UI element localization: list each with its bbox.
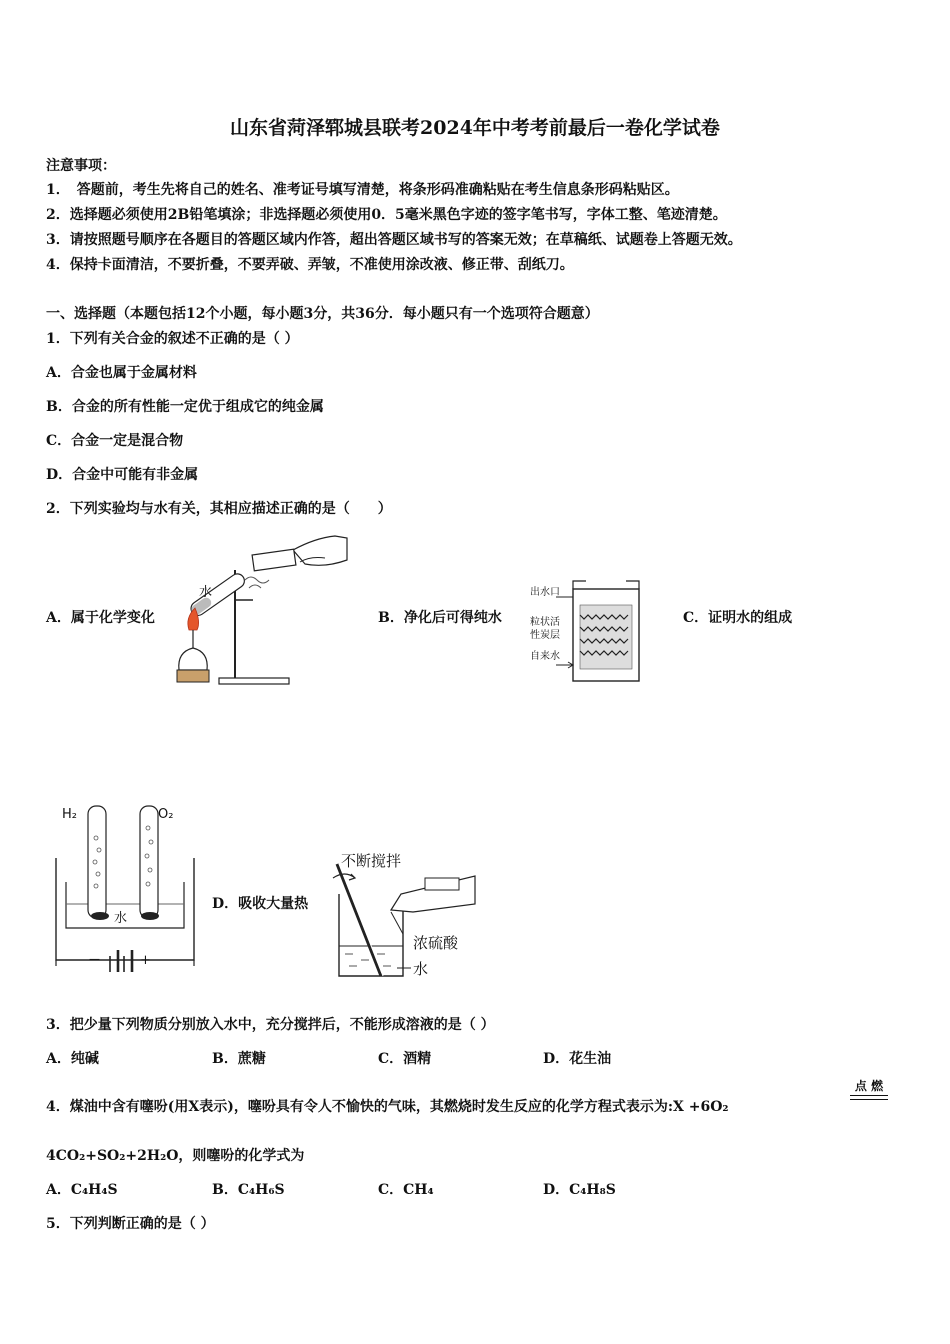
figure-electrolysis <box>48 798 203 973</box>
q3-option-d: D．花生油 <box>543 1051 612 1067</box>
figure-d-stir-label: 不断搅拌 <box>341 852 402 870</box>
q1-option-a: A．合金也属于金属材料 <box>46 365 197 381</box>
q1-option-b: B．合金的所有性能一定优于组成它的纯金属 <box>46 399 324 415</box>
figure-heating-water <box>175 530 350 690</box>
figure-b-outlet-label: 出水口 <box>530 587 560 598</box>
q4-stem-continued: 4CO₂+SO₂+2H₂O，则噻吩的化学式为 <box>46 1148 305 1164</box>
notice-item-4: 4．保持卡面清洁，不要折叠，不要弄破、弄皱，不准使用涂改液、修正带、刮纸刀。 <box>46 257 574 273</box>
q4-option-c: C．CH₄ <box>378 1182 434 1198</box>
q3-stem: 3．把少量下列物质分别放入水中，充分搅拌后，不能形成溶液的是（ ） <box>46 1017 495 1033</box>
q4-equals-bar-top <box>850 1095 888 1096</box>
q1-option-d: D．合金中可能有非金属 <box>46 467 199 483</box>
q1-stem: 1．下列有关合金的叙述不正确的是（ ） <box>46 331 299 347</box>
q4-reaction-condition: 点 燃 <box>854 1079 884 1093</box>
notice-heading: 注意事项： <box>46 158 116 174</box>
figure-b-carbon-label-2: 性炭层 <box>530 630 560 641</box>
q4-option-b: B．C₄H₆S <box>212 1182 285 1198</box>
figure-c-plus-label: + <box>140 953 151 968</box>
figure-b-inlet-label: 自来水 <box>530 651 560 662</box>
figure-c-o2-label: O₂ <box>158 807 174 822</box>
page-title: 山东省菏泽郓城县联考2024年中考考前最后一卷化学试卷 <box>230 117 720 139</box>
q2-option-a: A．属于化学变化 <box>46 610 155 626</box>
figure-b-carbon-label-1: 粒状活 <box>530 617 560 628</box>
notice-item-2: 2．选择题必须使用2B铅笔填涂；非选择题必须使用0．5毫米黑色字迹的签字笔书写，字体工整、笔迹清楚。 <box>46 207 727 223</box>
q2-option-b: B．净化后可得纯水 <box>378 610 502 626</box>
q4-option-a: A．C₄H₄S <box>46 1182 118 1198</box>
q3-option-a: A．纯碱 <box>46 1051 99 1067</box>
q1-option-c: C．合金一定是混合物 <box>46 433 184 449</box>
notice-item-1: 1． 答题前，考生先将自己的姓名、准考证号填写清楚，将条形码准确粘贴在考生信息条形码粘贴区。 <box>46 182 679 198</box>
section-heading: 一、选择题（本题包括12个小题，每小题3分，共36分．每小题只有一个选项符合题意） <box>46 306 599 322</box>
q3-option-b: B．蔗糖 <box>212 1051 266 1067</box>
figure-c-h2-label: H₂ <box>62 807 77 822</box>
figure-c-minus-label: － <box>88 953 102 968</box>
figure-d-water-label: 水 <box>413 960 429 978</box>
notice-item-3: 3．请按照题号顺序在各题目的答题区域内作答，超出答题区域书写的答案无效；在草稿纸、试题卷上答题无效。 <box>46 232 742 248</box>
q4-option-d: D．C₄H₈S <box>543 1182 616 1198</box>
figure-water-purifier <box>528 575 648 685</box>
q2-option-c: C．证明水的组成 <box>683 610 793 626</box>
q5-stem: 5．下列判断正确的是（ ） <box>46 1216 215 1232</box>
q2-option-d: D．吸收大量热 <box>212 896 309 912</box>
q4-equals-bar-bottom <box>850 1099 888 1100</box>
figure-c-water-label: 水 <box>114 911 128 926</box>
q2-stem: 2．下列实验均与水有关，其相应描述正确的是（ ） <box>46 501 392 517</box>
figure-a-water-label: 水 <box>199 585 213 600</box>
q4-stem: 4．煤油中含有噻吩(用X表示)，噻吩具有令人不愉快的气味，其燃烧时发生反应的化学方程式表示为:X +6O₂ <box>46 1099 729 1115</box>
figure-d-acid-label: 浓硫酸 <box>413 934 459 952</box>
figure-dilute-acid <box>325 850 485 982</box>
q3-option-c: C．酒精 <box>378 1051 432 1067</box>
